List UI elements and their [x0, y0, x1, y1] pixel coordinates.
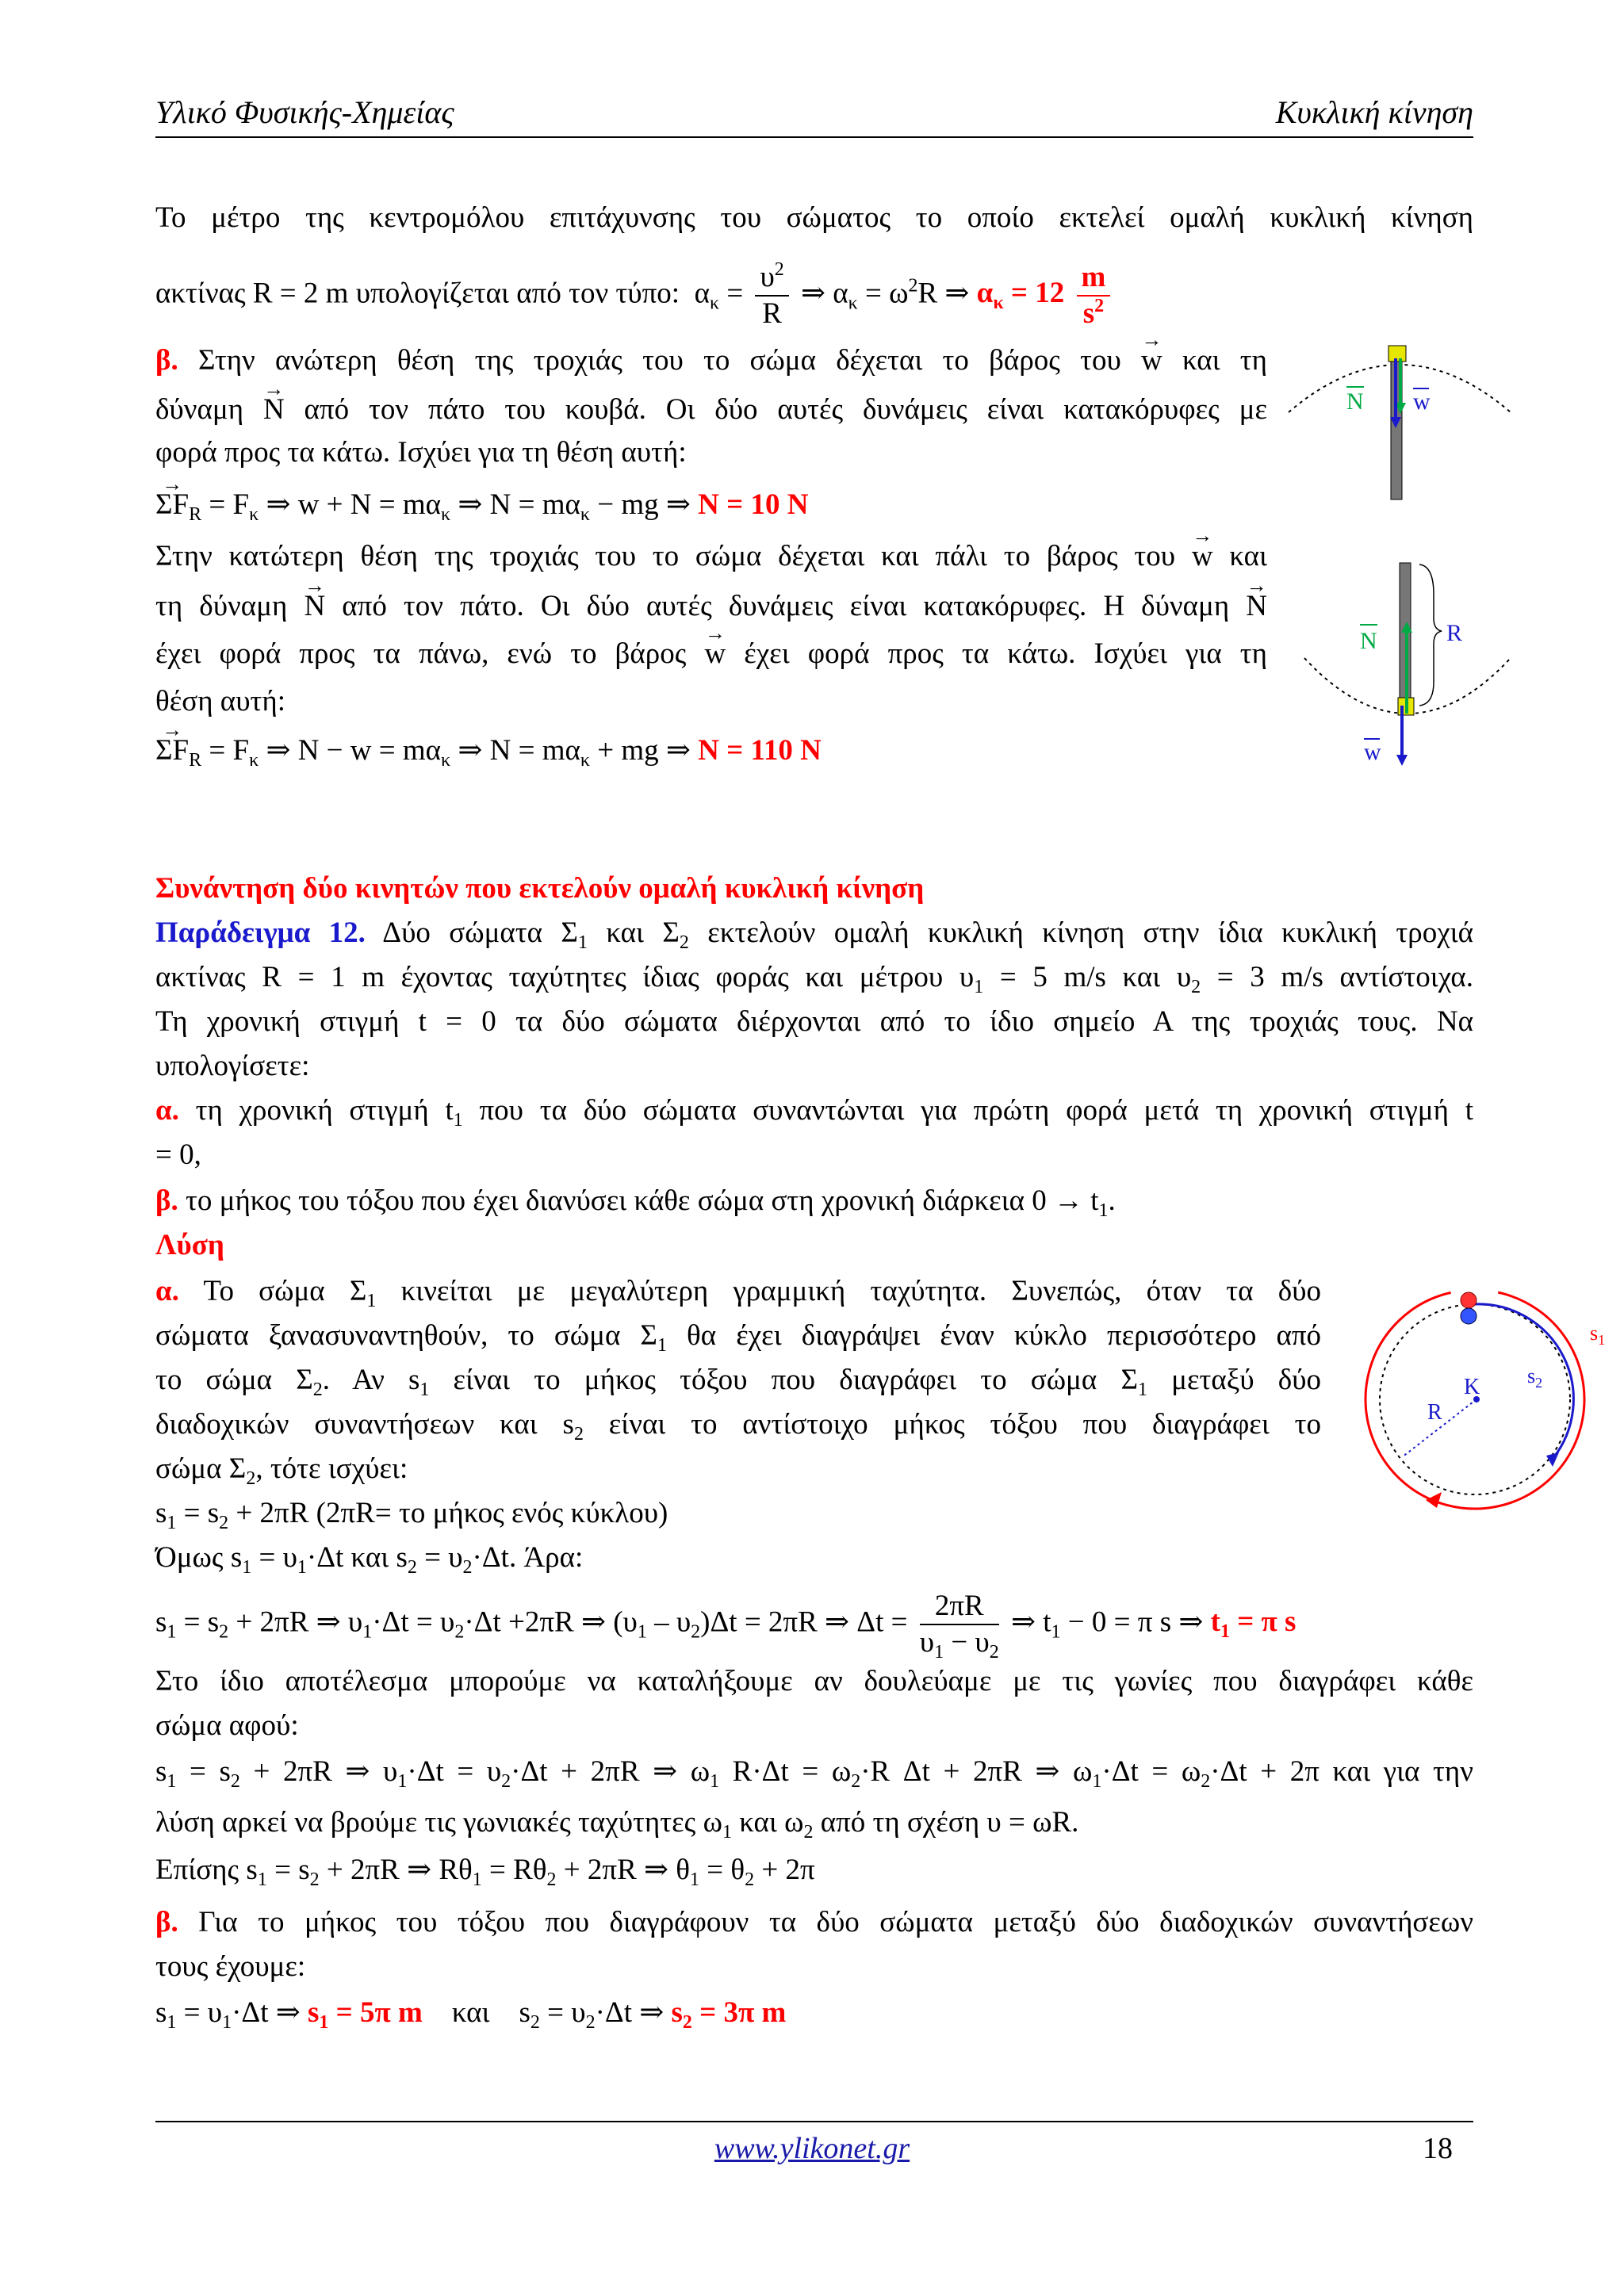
- sol-b-line1: β. Για το μήκος του τόξου που διαγράφουν τα δύο σώματα μεταξύ δύο διαδοχικών συναντήσεων: [155, 1906, 1473, 1938]
- p1-line1: Το μέτρο της κεντρομόλου επιτάχυνσης του σώματος το οποίο εκτελεί ομαλή κυκλική κίνηση: [155, 201, 1473, 234]
- sol-a-line7: Όμως $s_1 = \upsilon_1\cdot\Delta t$ και $s_2 = \upsilon_2\cdot\Delta t$. Άρα:: [155, 1541, 584, 1578]
- sol-a-line10: σώμα αφού:: [155, 1709, 299, 1742]
- example-line2: ακτίνας R = 1 m έχοντας ταχύτητες ίδιας φοράς και μέτρου $\upsilon_1 = 5$ m/s και $\upsilon_2 = 3$ m/s αντίστοιχα.: [155, 961, 1473, 997]
- header-left: Υλικό Φυσικής-Χημείας: [155, 94, 454, 130]
- fig2-w-label: w: [1364, 739, 1381, 765]
- sol-a-line1: α. Το σώμα $\Sigma_1$ κινείται με μεγαλύτερη γραμμική ταχύτητα. Συνεπώς, όταν τα δύο: [155, 1275, 1321, 1311]
- fig2-N-label: N: [1360, 628, 1377, 654]
- sol-a-eq-dt: $s_1 = s_2 + 2\pi R$ ⇒ $\upsilon_1\cdot\Delta t = \upsilon_2\cdot\Delta t +2\pi R$ ⇒ $(\upsilon_1 - \upsilon_2)\Delta t = 2\pi R$ ⇒ Δt = $\frac{2\pi R}{\upsilon_1 - \upsilon_2}$ ⇒ $t_1 - 0 = \pi$ s ⇒ $t_1 = \pi$ s: [155, 1590, 1297, 1663]
- pb-line8: θέση αυτή:: [155, 685, 286, 718]
- sol-a-eq-theta: Επίσης $s_1 = s_2 + 2\pi R$ ⇒ $R\theta_1 = R\theta_2 + 2\pi R$ ⇒ $\theta_1 = \theta_2 + 2\pi$: [155, 1854, 815, 1890]
- question-a: α. τη χρονική στιγμή $t_1$ που τα δύο σώματα συναντώνται για πρώτη φορά μετά τη χρονική στιγμή t: [155, 1094, 1474, 1131]
- sol-a-line2: σώματα ξανασυναντηθούν, το σώμα $\Sigma_1$ θα έχει διαγράψει έναν κύκλο περισσότερο από: [155, 1319, 1322, 1356]
- sol-a-line9: Στο ίδιο αποτέλεσμα μπορούμε να καταλήξουμε αν δουλεύαμε με τις γωνίες που διαγράφει κάθε: [155, 1665, 1473, 1697]
- result-s2: $s_2 = 3\pi$ m: [671, 1996, 787, 2033]
- fig3-R-label: R: [1427, 1400, 1442, 1425]
- sol-a-line12: λύση αρκεί να βρούμε τις γωνιακές ταχύτητες $\omega_1$ και $\omega_2$ από τη σχέση υ = ωR.: [155, 1806, 1079, 1843]
- section-title: Συνάντηση δύο κινητών που εκτελούν ομαλή κυκλική κίνηση: [155, 872, 925, 905]
- pb-eq1: → $\Sigma F_R = F_\kappa$ ⇒ $w + N = m\alpha_\kappa$ ⇒ $N = m\alpha_\kappa$ − mg ⇒ N = 10 N: [155, 482, 808, 528]
- fraction-2piR: $\frac{2\pi R}{\upsilon_1 - \upsilon_2}$: [919, 1590, 999, 1663]
- sol-a-line3: το σώμα $\Sigma_2$. Αν $s_1$ είναι το μήκος τόξου που διαγράφει το σώμα $\Sigma_1$ μεταξύ δύο: [155, 1364, 1321, 1400]
- fig2-R-label: R: [1446, 620, 1463, 646]
- fig1-N-label: N: [1346, 388, 1364, 415]
- fig3-s1-label: $s_1$: [1590, 1322, 1606, 1348]
- sol-b-line2: τους έχουμε:: [155, 1950, 306, 1983]
- fig1-w-label: w: [1413, 388, 1431, 415]
- pb-line5: Στην κατώτερη θέση της τροχιάς του το σώμα δέχεται και πάλι το βάρος του → w και: [155, 534, 1267, 580]
- example-line1: Παράδειγμα 12. Δύο σώματα $\Sigma_1$ και $\Sigma_2$ εκτελούν ομαλή κυκλική κίνηση στην ίδια κυκλική τροχιά: [155, 916, 1473, 953]
- sol-a-line6: $s_1 = s_2 + 2\pi R$ (2πR= το μήκος ενός κύκλου): [155, 1497, 668, 1533]
- header-right: Κυκλική κίνηση: [1275, 94, 1473, 130]
- example-line4: υπολογίσετε:: [155, 1050, 310, 1082]
- pb-line6: τη δύναμη → N από τον πάτο. Οι δύο αυτές δυνάμεις είναι κατακόρυφες. Η δύναμη → N: [155, 584, 1267, 629]
- figure-bottom-position: [1300, 555, 1515, 777]
- pb-line2: δύναμη → N από τον πάτο του κουβά. Οι δύο αυτές δυνάμεις είναι κατακόρυφες με: [155, 387, 1267, 433]
- header-rule: [155, 136, 1473, 138]
- fig3-K-label: K: [1464, 1375, 1480, 1399]
- result-t1: $t_1 = \pi$ s: [1210, 1605, 1297, 1643]
- pb-line3: φορά προς τα κάτω. Ισχύει για τη θέση αυτή:: [155, 436, 687, 469]
- pb-eq2: → $\Sigma F_R = F_\kappa$ ⇒ $N - w = m\alpha_\kappa$ ⇒ $N = m\alpha_\kappa$ + mg ⇒ N = 110 N: [155, 728, 822, 774]
- figure-top-position: [1285, 325, 1515, 507]
- pb-line7: έχει φορά προς τα πάνω, ενώ το βάρος → w έχει φορά προς τα κάτω. Ισχύει για τη: [155, 631, 1267, 677]
- p1-line2: ακτίνας R = 2 m υπολογίζεται από τον τύπο: $\alpha_\kappa$ = $\frac{\upsilon^2}{R}$ ⇒ $\alpha_\kappa = \omega^2R$ ⇒ $\alpha_\kappa = 12$ $\frac{m}{s^2}$: [155, 260, 1115, 331]
- fig3-s2-label: $s_2$: [1527, 1364, 1543, 1391]
- question-b: β. το μήκος του τόξου που έχει διανύσει κάθε σώμα στη χρονική διάρκεια $0 \to t_1$.: [155, 1184, 1116, 1221]
- result-s1: $s_1 = 5\pi$ m: [308, 1996, 423, 2033]
- footer-rule: [155, 2121, 1473, 2122]
- p1-result: $\alpha_\kappa = 12$: [976, 277, 1065, 314]
- sol-a-eq-omega: $s_1 = s_2 + 2\pi R$ ⇒ $\upsilon_1\cdot\Delta t = \upsilon_2\cdot\Delta t + 2\pi R$ ⇒ $\omega_1$ $R\cdot\Delta t = \omega_2\cdot R$ Δt + 2πR ⇒ $\omega_1\cdot\Delta t = \omega_2\cdot\Delta t + 2\pi$ και για την: [155, 1755, 1473, 1792]
- fraction-v2-over-R: $\frac{\upsilon^2}{R}$: [755, 260, 788, 331]
- question-a-cont: = 0,: [155, 1138, 201, 1171]
- pb-line1: β. Στην ανώτερη θέση της τροχιάς του το σώμα δέχεται το βάρος του → w και τη: [155, 338, 1267, 384]
- figure-circle-meeting: [1348, 1276, 1618, 1514]
- unit-m-s2: $\frac{m}{s^2}$: [1077, 260, 1111, 331]
- sol-a-line4: διαδοχικών συναντήσεων και $s_2$ είναι το αντίστοιχο μήκος τόξου που διαγράφει το: [155, 1408, 1321, 1445]
- sol-b-eq: $s_1 = \upsilon_1\cdot\Delta t$ ⇒ $s_1 = 5\pi$ m και $s_2 = \upsilon_2\cdot\Delta t$ ⇒ $s_2 = 3\pi$ m: [155, 1996, 787, 2033]
- example-line3: Τη χρονική στιγμή t = 0 τα δύο σώματα διέρχονται από το ίδιο σημείο Α της τροχιάς τους. Να: [155, 1005, 1473, 1038]
- solution-heading: Λύση: [155, 1229, 224, 1261]
- page-number: 18: [1423, 2132, 1453, 2165]
- footer-website-link[interactable]: www.ylikonet.gr: [714, 2132, 910, 2165]
- sol-a-line5: σώμα $\Sigma_2$, τότε ισχύει:: [155, 1452, 408, 1489]
